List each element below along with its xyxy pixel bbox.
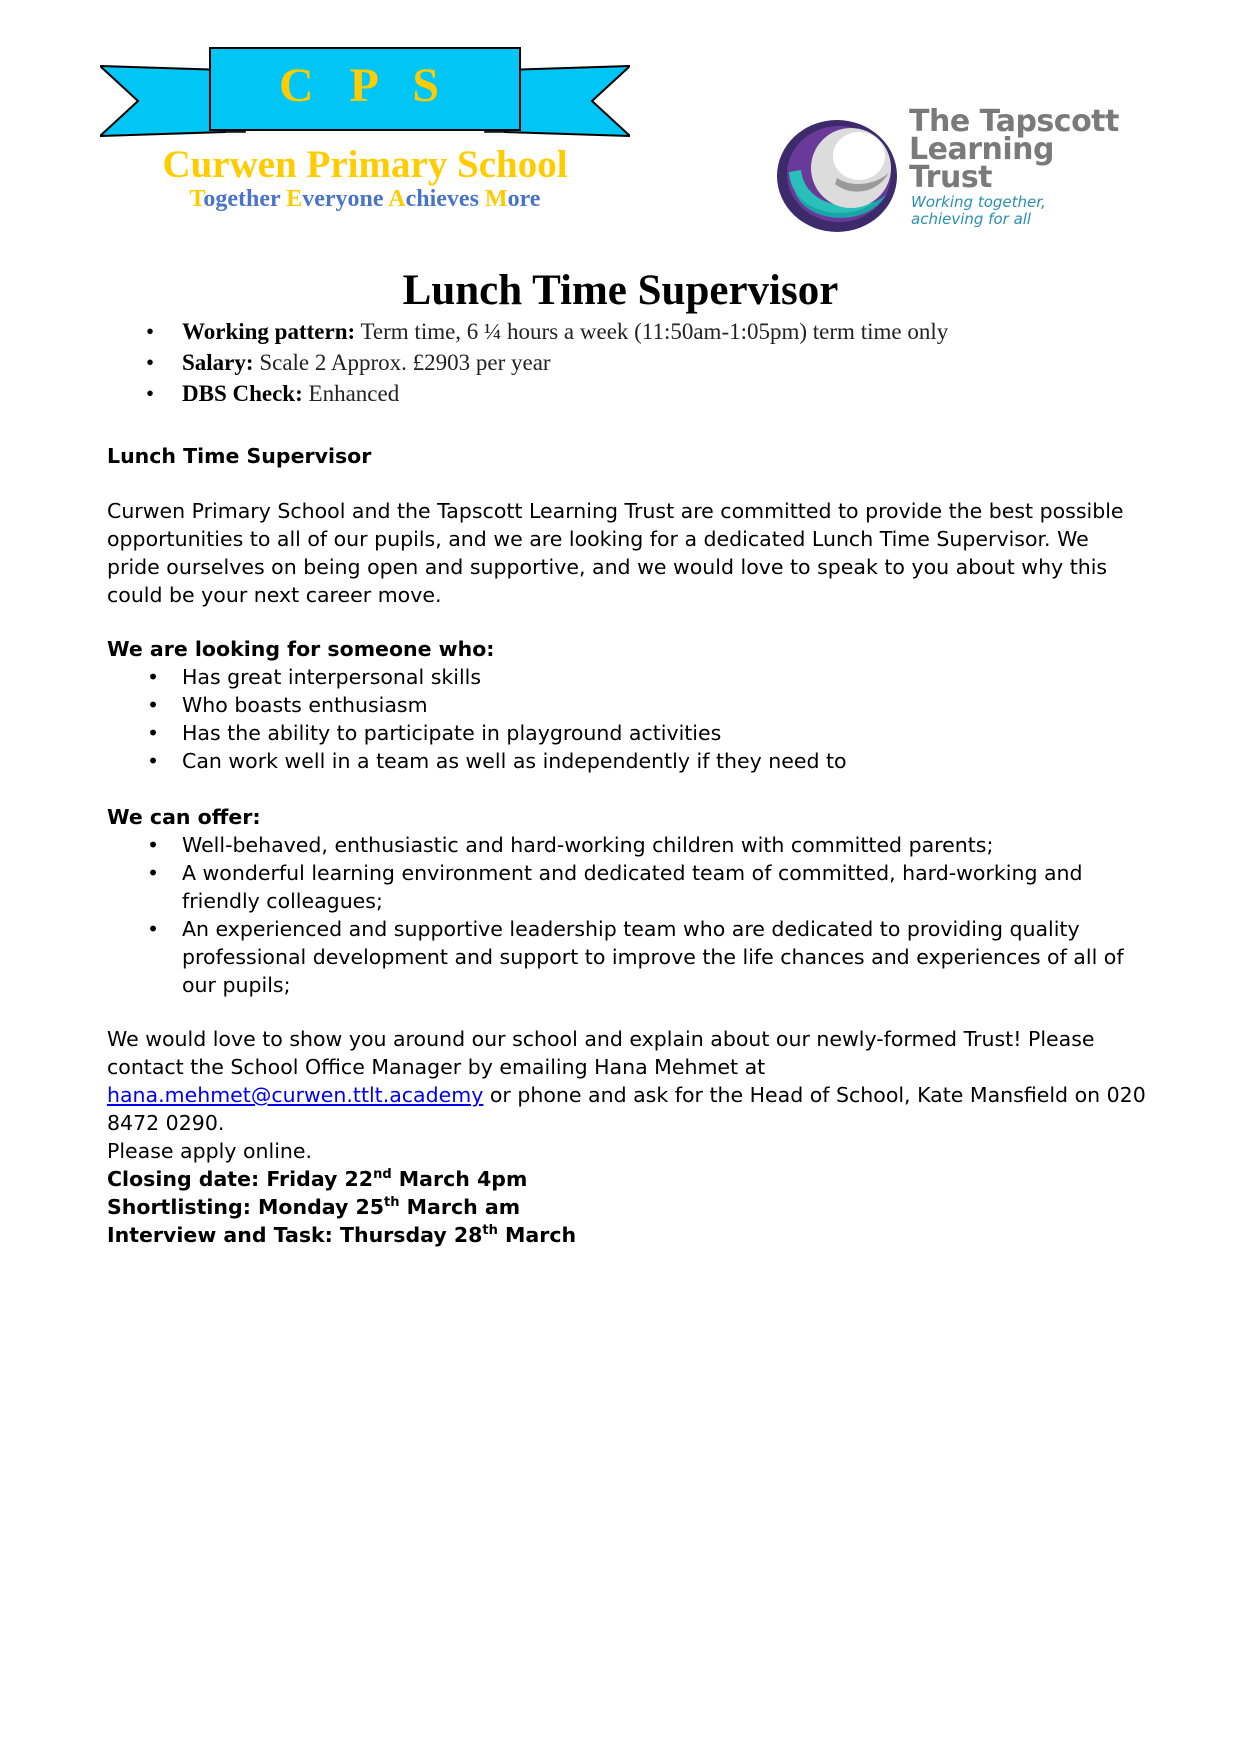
list-item: • Has great interpersonal skills xyxy=(107,663,1147,691)
contact-text: or phone and ask for the Head of School, Kate Mansfield on 020 8472 0290. xyxy=(107,1083,1146,1135)
school-motto xyxy=(100,186,630,213)
trust-swirl-icon xyxy=(775,112,905,234)
motto-word-rest: chieves xyxy=(405,186,479,212)
list-item: • Has the ability to participate in playground activities xyxy=(107,719,1147,747)
section-heading-block xyxy=(107,442,1147,470)
list-item: • A wonderful learning environment and dedicated team of committed, hard-working and friendly colleagues; xyxy=(107,859,1147,915)
offer-section xyxy=(107,803,1147,999)
interview-rest: March xyxy=(497,1223,577,1247)
ordinal-suffix: nd xyxy=(373,1167,392,1182)
ordinal-suffix: th xyxy=(482,1223,498,1238)
trust-tagline-line: Working together, xyxy=(911,193,1046,211)
interview-text: Interview and Task: Thursday 28 xyxy=(107,1223,483,1247)
closing-date-text: Closing date: Friday 22 xyxy=(107,1167,374,1191)
trust-name-line: Learning xyxy=(909,132,1054,167)
trust-name-line: Trust xyxy=(909,160,993,195)
trust-tagline xyxy=(911,194,1135,228)
fact-label: DBS Check: xyxy=(182,381,303,406)
contact-paragraph xyxy=(107,1025,1147,1137)
motto-initial: A xyxy=(388,186,406,212)
list-item xyxy=(138,347,948,378)
trust-tagline-line: achieving for all xyxy=(911,210,1032,228)
offer-list xyxy=(107,831,1147,999)
shortlisting-text: Shortlisting: Monday 25 xyxy=(107,1195,385,1219)
ordinal-suffix: th xyxy=(384,1195,400,1210)
cps-logo xyxy=(100,46,630,221)
shortlisting-date xyxy=(107,1193,1147,1221)
fact-value: Scale 2 Approx. £2903 per year xyxy=(253,350,551,375)
cps-initials: C P S xyxy=(278,59,452,112)
motto-word-rest: ore xyxy=(507,186,541,212)
trust-name xyxy=(909,104,1135,195)
apply-text: Please apply online. xyxy=(107,1139,313,1163)
list-item xyxy=(138,378,948,409)
list-item xyxy=(138,316,948,347)
motto-word-rest: ogether xyxy=(203,186,281,212)
fact-value: Term time, 6 ¼ hours a week (11:50am-1:05pm) term time only xyxy=(355,319,949,344)
list-item: • An experienced and supportive leadership team who are dedicated to providing quality professional development and support to improve the life chances and experiences of all of our pupils; xyxy=(107,915,1147,999)
list-item: • Well-behaved, enthusiastic and hard-working children with committed parents; xyxy=(107,831,1147,859)
closing-date-rest: March 4pm xyxy=(391,1167,528,1191)
section-heading: Lunch Time Supervisor xyxy=(107,444,372,468)
school-name: Curwen Primary School xyxy=(162,143,568,186)
apply-block xyxy=(107,1137,1147,1249)
list-item: • Who boasts enthusiasm xyxy=(107,691,1147,719)
fact-value: Enhanced xyxy=(302,381,400,406)
looking-for-section xyxy=(107,635,1147,775)
motto-initial: M xyxy=(484,186,508,212)
key-facts-list xyxy=(138,316,948,409)
shortlisting-rest: March am xyxy=(399,1195,521,1219)
looking-for-heading: We are looking for someone who: xyxy=(107,637,495,661)
intro-block xyxy=(107,497,1147,609)
closing-date xyxy=(107,1165,1147,1193)
looking-for-list xyxy=(107,663,1147,775)
motto-word-rest: veryone xyxy=(302,186,384,212)
contact-block xyxy=(107,1025,1147,1137)
fact-label: Salary: xyxy=(182,350,254,375)
interview-date xyxy=(107,1221,1147,1249)
motto-initial: T xyxy=(189,186,204,212)
trust-logo xyxy=(775,104,1135,238)
contact-text: We would love to show you around our school and explain about our newly-formed Trust! Please contact the School Office Manager by emailing Hana Mehmet at xyxy=(107,1027,1095,1079)
offer-heading: We can offer: xyxy=(107,805,261,829)
list-item: • Can work well in a team as well as independently if they need to xyxy=(107,747,1147,775)
trust-name-line: The Tapscott xyxy=(909,104,1119,139)
motto-initial: E xyxy=(286,186,303,212)
email-link[interactable]: hana.mehmet@curwen.ttlt.academy xyxy=(107,1083,484,1107)
fact-label: Working pattern: xyxy=(182,319,356,344)
page-title: Lunch Time Supervisor xyxy=(402,267,839,314)
intro-paragraph: Curwen Primary School and the Tapscott Learning Trust are committed to provide the best possible opportunities to all of our pupils, and we are looking for a dedicated Lunch Time Supervisor. We pride ourselves on being open and supportive, and we would love to speak to you about why this could be your next career move. xyxy=(107,499,1124,607)
